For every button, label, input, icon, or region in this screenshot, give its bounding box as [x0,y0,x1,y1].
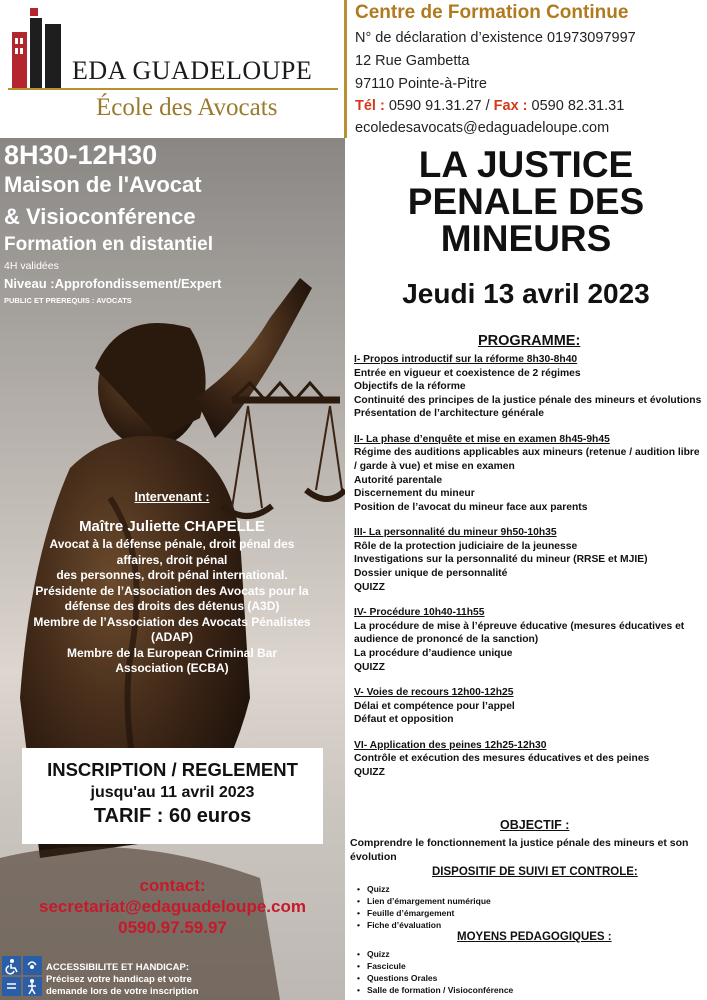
logo-name: EDA GUADELOUPE [72,56,313,85]
tel-label: Tél : [355,98,385,114]
contact-label: contact: [139,876,206,895]
section-item: La procédure de mise à l’épreuve éducative (mesures éducatives et audience de prononcé de la sanction) [354,620,685,646]
section-item: Présentation de l’architecture générale [354,408,544,420]
section-heading: V- Voies de recours 12h00-12h25 [354,687,514,699]
objective-title: OBJECTIF : [500,818,570,832]
speaker-line: affaires, droit pénal [116,552,228,567]
registration-box [22,748,323,844]
teaching-means-title: MOYENS PEDAGOGIQUES : [457,931,612,943]
speaker-line: Association (ECBA) [115,661,229,675]
programme-section [354,353,704,421]
speaker-line: (ADAP) [151,630,193,644]
centre-title: Centre de Formation Continue [355,2,629,23]
public-prerequisites: PUBLIC ET PREREQUIS : AVOCATS [4,296,132,305]
fax-label: Fax : [493,98,528,114]
list-item: • Salle de formation / Visioconférence [357,984,513,996]
speaker-block [12,490,332,677]
section-item: Délai et compétence pour l’appel [354,700,515,712]
speaker-label: Intervenant : [134,490,210,504]
section-item: Régime des auditions applicables aux mineurs (retenue / audition libre / garde à vue) et mise en examen [354,447,700,472]
list-item: • Quizz [357,948,513,960]
logo-divider [8,88,338,90]
hours-validated: 4H validées [4,260,59,272]
right-panel [345,138,707,1000]
speaker-line: Membre de la European Criminal Bar [66,645,278,660]
city-address: 97110 Pointe-à-Pitre [355,76,487,92]
section-item: La procédure d’audience unique [354,647,513,659]
header-divider [344,0,347,138]
price: TARIF : 60 euros [93,805,252,827]
level-label: Niveau :Approfondissement/Expert [4,276,222,291]
fax-number: 0590 82.31.31 [527,98,625,114]
section-heading: VI- Application des peines 12h25-12h30 [354,739,547,751]
tel-number: 0590 91.31.27 / [384,98,494,114]
section-item: QUIZZ [354,581,385,593]
speaker-line: Membre de l’Association des Avocats Pénalistes [33,614,311,629]
eda-logo-icon [12,8,62,90]
section-item: Objectifs de la réforme [354,381,466,393]
speaker-line: Présidente de l’Association des Avocats pour la [35,583,309,598]
training-mode: Formation en distantiel [4,234,214,255]
contact-email[interactable]: secretariat@edaguadeloupe.com [39,897,306,916]
section-item: Entrée en vigueur et coexistence de 2 régimes [354,367,581,379]
speaker-line: défense des droits des détenus (A3D) [64,599,280,613]
title-line: LA JUSTICE [418,144,634,185]
title-line: PENALE DES [407,181,645,222]
list-item: • Fiche d’évaluation [357,919,491,931]
list-item: • Feuille d’émargement [357,907,491,919]
logo-subtitle: École des Avocats [96,94,278,121]
list-item: • Fascicule [357,960,513,972]
section-heading: I- Propos introductif sur la réforme 8h30-8h40 [354,354,578,365]
monitoring-list [357,883,491,931]
speaker-line: des personnes, droit pénal international. [56,568,288,582]
page-title [345,146,707,257]
section-item: Position de l’avocat du mineur face aux parents [354,501,588,513]
objective-text: Comprendre le fonctionnement la justice pénale des mineurs et son évolution [350,837,689,863]
programme-sections [354,353,704,791]
section-item: Continuité des principes de la justice pénale des mineurs et évolutions [354,394,702,406]
section-item: Rôle de la protection judiciaire de la jeunesse [354,540,578,552]
programme-section [354,433,704,514]
speaker-line: Avocat à la défense pénale, droit pénal des [49,537,295,551]
teaching-means-list [357,948,513,996]
venue-line-1: Maison de l'Avocat [4,172,202,197]
street-address: 12 Rue Gambetta [355,53,470,69]
header [0,0,707,138]
section-item: Dossier unique de personnalité [354,568,508,580]
programme-section [354,606,704,674]
accessibility-title: ACCESSIBILITE ET HANDICAP: [46,962,190,973]
list-item: • Quizz [357,883,491,895]
registration-title: INSCRIPTION / REGLEMENT [47,759,298,780]
declaration-number: N° de déclaration d’existence 01973097997 [355,30,636,46]
accessibility-note [46,962,199,998]
event-date: Jeudi 13 avril 2023 [402,278,650,309]
accessibility-icons [2,956,42,996]
section-item: Investigations sur la personnalité du mineur (RRSE et MJIE) [354,554,648,566]
section-item: Discernement du mineur [354,488,475,500]
contact-phone[interactable]: 0590.97.59.97 [118,918,227,937]
programme-section [354,526,704,594]
section-item: QUIZZ [354,766,385,778]
programme-section [354,686,704,727]
section-heading: III- La personnalité du mineur 9h50-10h35 [354,527,557,539]
accessibility-line: Précisez votre handicap et votre [46,974,192,985]
section-heading: IV- Procédure 10h40-11h55 [354,607,485,619]
registration-deadline: jusqu'au 11 avril 2023 [90,784,255,801]
section-item: Défaut et opposition [354,714,454,726]
section-heading: II- La phase d’enquête et mise en examen 8h45-9h45 [354,433,610,445]
section-item: Autorité parentale [354,474,443,486]
list-item: • Questions Orales [357,972,513,984]
list-item: • Lien d’émargement numérique [357,895,491,907]
section-item: QUIZZ [354,661,385,673]
section-item: Contrôle et exécution des mesures éducatives et des peines [354,753,650,765]
programme-title: PROGRAMME: [478,333,581,349]
title-line: MINEURS [440,218,612,259]
speaker-name: Maître Juliette CHAPELLE [79,518,265,535]
venue-line-2: & Visioconférence [4,204,196,229]
monitoring-title: DISPOSITIF DE SUIVI ET CONTROLE: [432,866,638,878]
header-email[interactable]: ecoledesavocats@edaguadeloupe.com [355,120,610,136]
session-hours: 8H30-12H30 [4,140,158,170]
left-panel [0,138,345,1000]
phone-fax [355,98,624,114]
programme-section [354,739,704,780]
accessibility-line: demande lors de votre inscription [46,986,199,997]
